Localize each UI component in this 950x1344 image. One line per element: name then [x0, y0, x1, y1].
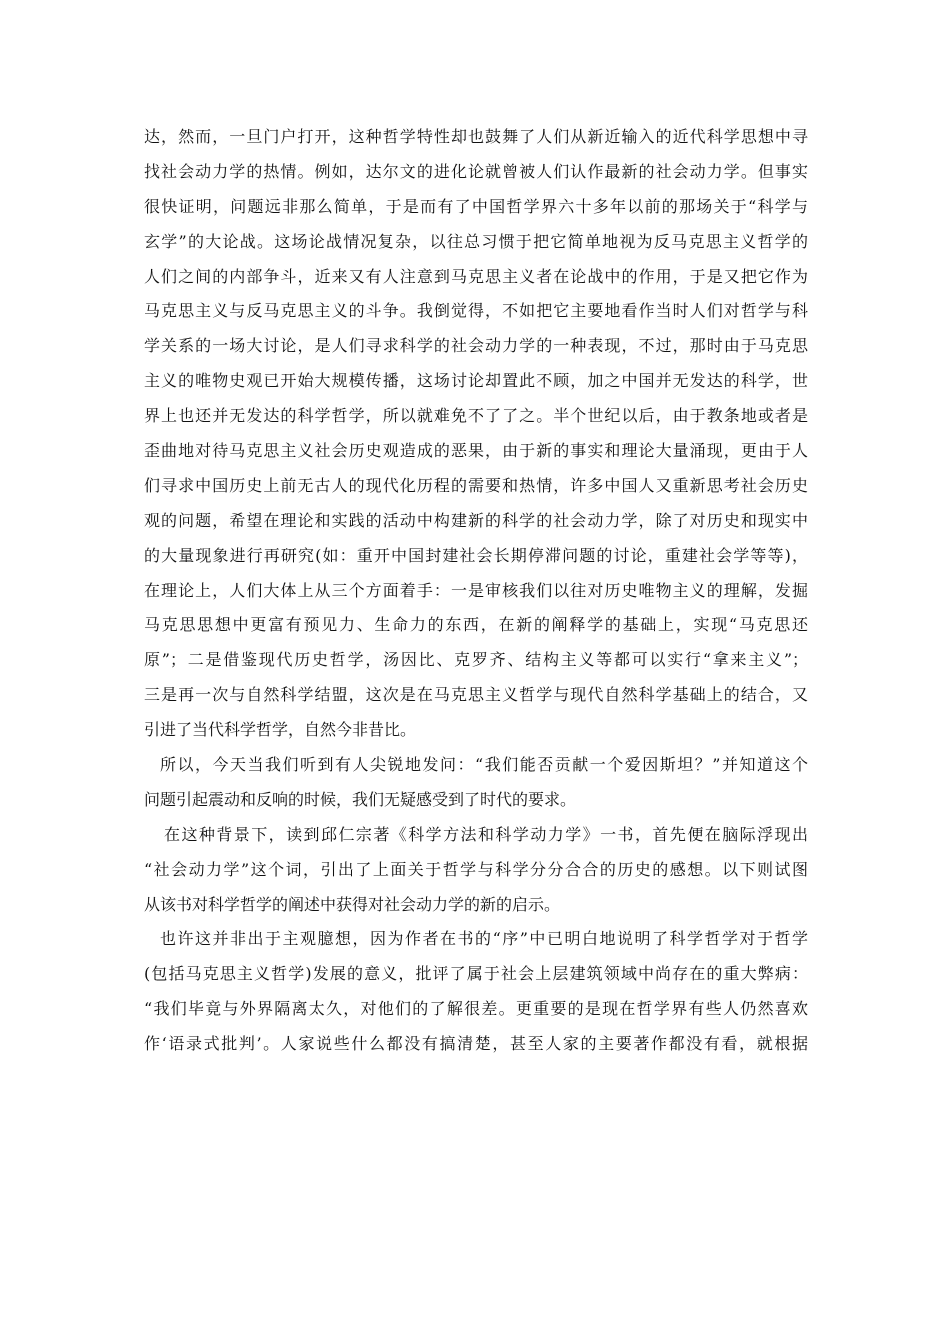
text-line: 马克思思想中更富有预见力、生命力的东西，在新的阐释学的基础上，实现“马克思还 — [144, 615, 808, 635]
text-line: 也许这并非出于主观臆想，因为作者在书的“序”中已明白地说明了科学哲学对于哲学 — [160, 929, 808, 949]
text-line: (包括马克思主义哲学)发展的意义，批评了属于社会上层建筑领域中尚存在的重大弊病： — [144, 964, 808, 984]
text-line: 们寻求中国历史上前无古人的现代化历程的需要和热情，许多中国人又重新思考社会历史 — [144, 475, 808, 495]
text-line: 所以，今天当我们听到有人尖锐地发问：“我们能否贡献一个爱因斯坦？”并知道这个 — [160, 755, 808, 775]
text-line: 玄学”的大论战。这场论战情况复杂，以往总习惯于把它简单地视为反马克思主义哲学的 — [144, 231, 808, 251]
text-line: 在理论上，人们大体上从三个方面着手：一是审核我们以往对历史唯物主义的理解，发掘 — [144, 580, 808, 600]
text-line: 三是再一次与自然科学结盟，这次是在马克思主义哲学与现代自然科学基础上的结合，又 — [144, 685, 808, 705]
text-line: 达，然而，一旦门户打开，这种哲学特性却也鼓舞了人们从新近输入的近代科学思想中寻 — [144, 127, 808, 146]
text-line: 找社会动力学的热情。例如，达尔文的进化论就曾被人们认作最新的社会动力学。但事实 — [144, 161, 808, 181]
text-line: 从该书对科学哲学的阐述中获得对社会动力学的新的启示。 — [144, 894, 561, 914]
text-line: 在这种背景下，读到邱仁宗著《科学方法和科学动力学》一书，首先便在脑际浮现出 — [164, 824, 808, 844]
text-line: 人们之间的内部争斗，近来又有人注意到马克思主义者在论战中的作用，于是又把它作为 — [144, 266, 808, 286]
text-line: 的大量现象进行再研究(如：重开中国封建社会长期停滞问题的讨论，重建社会学等等)， — [144, 545, 808, 565]
text-line: 歪曲地对待马克思主义社会历史观造成的恶果，由于新的事实和理论大量涌现，更由于人 — [144, 441, 808, 461]
text-line: 很快证明，问题远非那么简单，于是而有了中国哲学界六十多年以前的那场关于“科学与 — [144, 196, 808, 216]
text-line: 观的问题，希望在理论和实践的活动中构建新的科学的社会动力学，除了对历史和现实中 — [144, 510, 808, 530]
text-line: 原”；二是借鉴现代历史哲学，汤因比、克罗齐、结构主义等都可以实行“拿来主义”； — [144, 650, 808, 670]
text-line: 马克思主义与反马克思主义的斗争。我倒觉得，不如把它主要地看作当时人们对哲学与科 — [144, 301, 808, 321]
text-line: 主义的唯物史观已开始大规模传播，这场讨论却置此不顾，加之中国并无发达的科学，世 — [144, 371, 808, 391]
text-line: 学关系的一场大讨论，是人们寻求科学的社会动力学的一种表现，不过，那时由于马克思 — [144, 336, 808, 356]
text-line: 引进了当代科学哲学，自然今非昔比。 — [144, 720, 417, 740]
body-text — [144, 120, 808, 1062]
text-line: “我们毕竟与外界隔离太久，对他们的了解很差。更重要的是现在哲学界有些人仍然喜欢 — [144, 999, 808, 1019]
text-line: 问题引起震动和反响的时候，我们无疑感受到了时代的要求。 — [144, 789, 577, 809]
text-line: “社会动力学”这个词，引出了上面关于哲学与科学分分合合的历史的感想。以下则试图 — [144, 859, 808, 879]
text-line: 界上也还并无发达的科学哲学，所以就难免不了了之。半个世纪以后，由于教条地或者是 — [144, 406, 808, 426]
text-line: 作‘语录式批判’。人家说些什么都没有搞清楚，甚至人家的主要著作都没有看，就根据 — [144, 1034, 808, 1054]
